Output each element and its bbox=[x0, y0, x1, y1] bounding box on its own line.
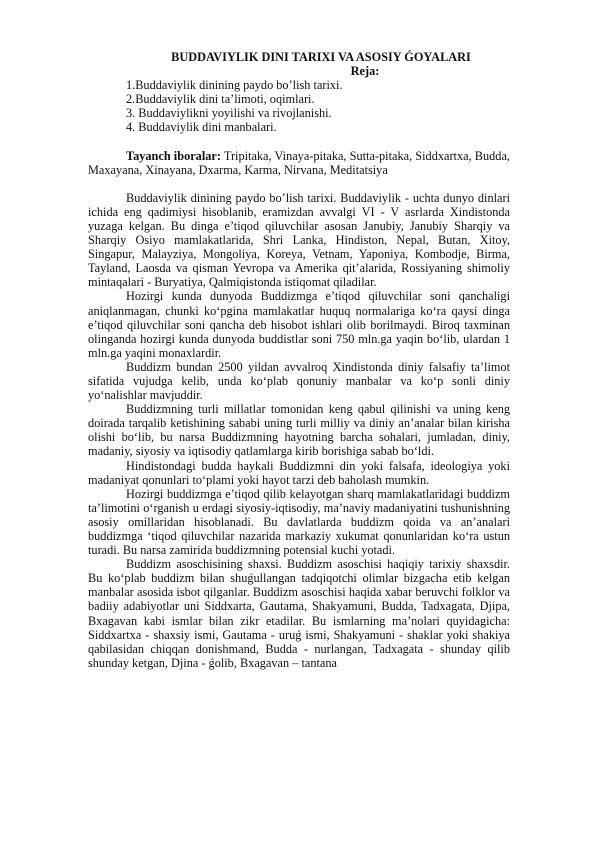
plan-heading: Reja: bbox=[350, 64, 380, 79]
plan-item: 1.Buddaviylik dinining paydo bo’lish tarixi. bbox=[126, 78, 343, 93]
body-paragraph: Buddizm asoschisining shaxsi. Buddizm asoschisi haqiqiy tarixiy shaxsdir. Bu ko‘plab buddizm bilan shuǵullangan tadqiqotchi olimlar bizgacha etib kelgan manbalar asosida isbot qilganlar. Buddizm asoschisi haqida xabar beruvchi folklor va badiiy adabiyotlar uni Siddxarta, Gautama, Shakyamuni, Budda, Tadxagata, Djipa, Bxagavan kabi ismlar bilan zikr etadilar. Bu ismlarning ma’nolari quyidagicha: Siddxartxa - shaxsiy ismi, Gautama - uruǵ ismi, Shakyamuni - shaklar yoki shakiya qabilasidan chiqqan donishmand, Budda - nurlangan, Tadxagata - shunday qilib shunday ketgan, Djina - ǵolib, Bxagavan – tantana bbox=[88, 557, 510, 670]
body-paragraph: Hozirgi kunda dunyoda Buddizmga e’tiqod qiluvchilar soni qanchaligi aniqlanmagan, chunki ko‘pgina mamlakatlar huquq normalariga ko‘ra qaysi dinga e’tiqod qiluvchilar soni qancha deb hisobot ishlari olib borilmaydi. Biroq taxminan olinganda hozirgi kunda dunyoda buddistlar soni 750 mln.ga yaqin bo‘lib, ulardan 1 mln.ga yaqini monaxlardir. bbox=[88, 289, 510, 360]
body-paragraph: Buddizm bundan 2500 yildan avvalroq Xindistonda diniy falsafiy ta’limot sifatida vujudga kelib, unda ko‘plab qonuniy manbalar va ko‘p sonli diniy yo‘nalishlar mavjuddir. bbox=[88, 359, 510, 403]
keywords-text: Tripitaka, Vinaya-pitaka, Sutta-pitaka, Siddxartxa, Budda, Maxayana, Xinayana, Dxarma, Karma, Nirvana, Meditatsiya bbox=[88, 148, 510, 177]
keywords-paragraph bbox=[88, 149, 510, 177]
document-title: BUDDAVIYLIK DINI TARIXI VA ASOSIY ǴOYALARI bbox=[171, 50, 471, 64]
plan-item: 2.Buddaviylik dini ta’limoti, oqimlari. bbox=[126, 92, 315, 107]
body-paragraph: Buddaviylik dinining paydo bo’lish tarixi. Buddaviylik - uchta dunyo dinlari ichida eng qadimiysi hisoblanib, eramizdan avvalgi VI - V asrlarda Xindistonda yuzaga kelgan. Bu dinga e’tiqod qiluvchilar asosan Janubiy, Janubiy Sharqiy va Sharqiy Osiyo mamlakatlarida, Shri Lanka, Hindiston, Nepal, Butan, Xitoy, Singapur, Malayziya, Mongoliya, Koreya, Vetnam, Yaponiya, Kombodje, Birma, Tayland, Laosda va qisman Yevropa va Amerika qit’alarida, Rossiyaning shimoliy mintaqalari - Buryatiya, Qalmiqistonda istiqomat qiladilar. bbox=[88, 190, 510, 290]
body-paragraph: Buddizmning turli millatlar tomonidan keng qabul qilinishi va uning keng doirada tarqalib ketishining sababi uning turli milliy va diniy an’analar bilan kirisha olishi bo‘lib, bu narsa Buddizmning hayotning barcha sohalari, jumladan, diniy, madaniy, siyosiy va iqtisodiy qatlamlarga kirib borishiga sabab bo‘ldi. bbox=[88, 402, 510, 459]
plan-list bbox=[88, 78, 510, 134]
body-paragraph: Hindistondagi budda haykali Buddizmni din yoki falsafa, ideologiya yoki madaniyat qonunlari to‘plami yoki hayot tarzi deb baholash mumkin. bbox=[88, 458, 510, 487]
keywords-label: Tayanch iboralar: bbox=[126, 148, 221, 163]
plan-item: 4. Buddaviylik dini manbalari. bbox=[126, 120, 277, 135]
plan-item: 3. Buddaviylikni yoyilishi va rivojlanishi. bbox=[126, 106, 332, 121]
body-paragraph: Hozirgi buddizmga e’tiqod qilib kelayotgan sharq mamlakatlaridagi buddizm ta’limotini o‘rganish u erdagi siyosiy-iqtisodiy, ma’naviy madaniyatini tushunishning asosiy omillaridan hisoblanadi. Bu davlatlarda buddizm qoida va an’analari buddizmga ‘tiqod qiluvchilar nazarida markaziy xukumat qonunlaridan ko‘ra ustun turadi. Bu narsa zamirida buddizmning potensial kuchi yotadi. bbox=[88, 486, 510, 558]
